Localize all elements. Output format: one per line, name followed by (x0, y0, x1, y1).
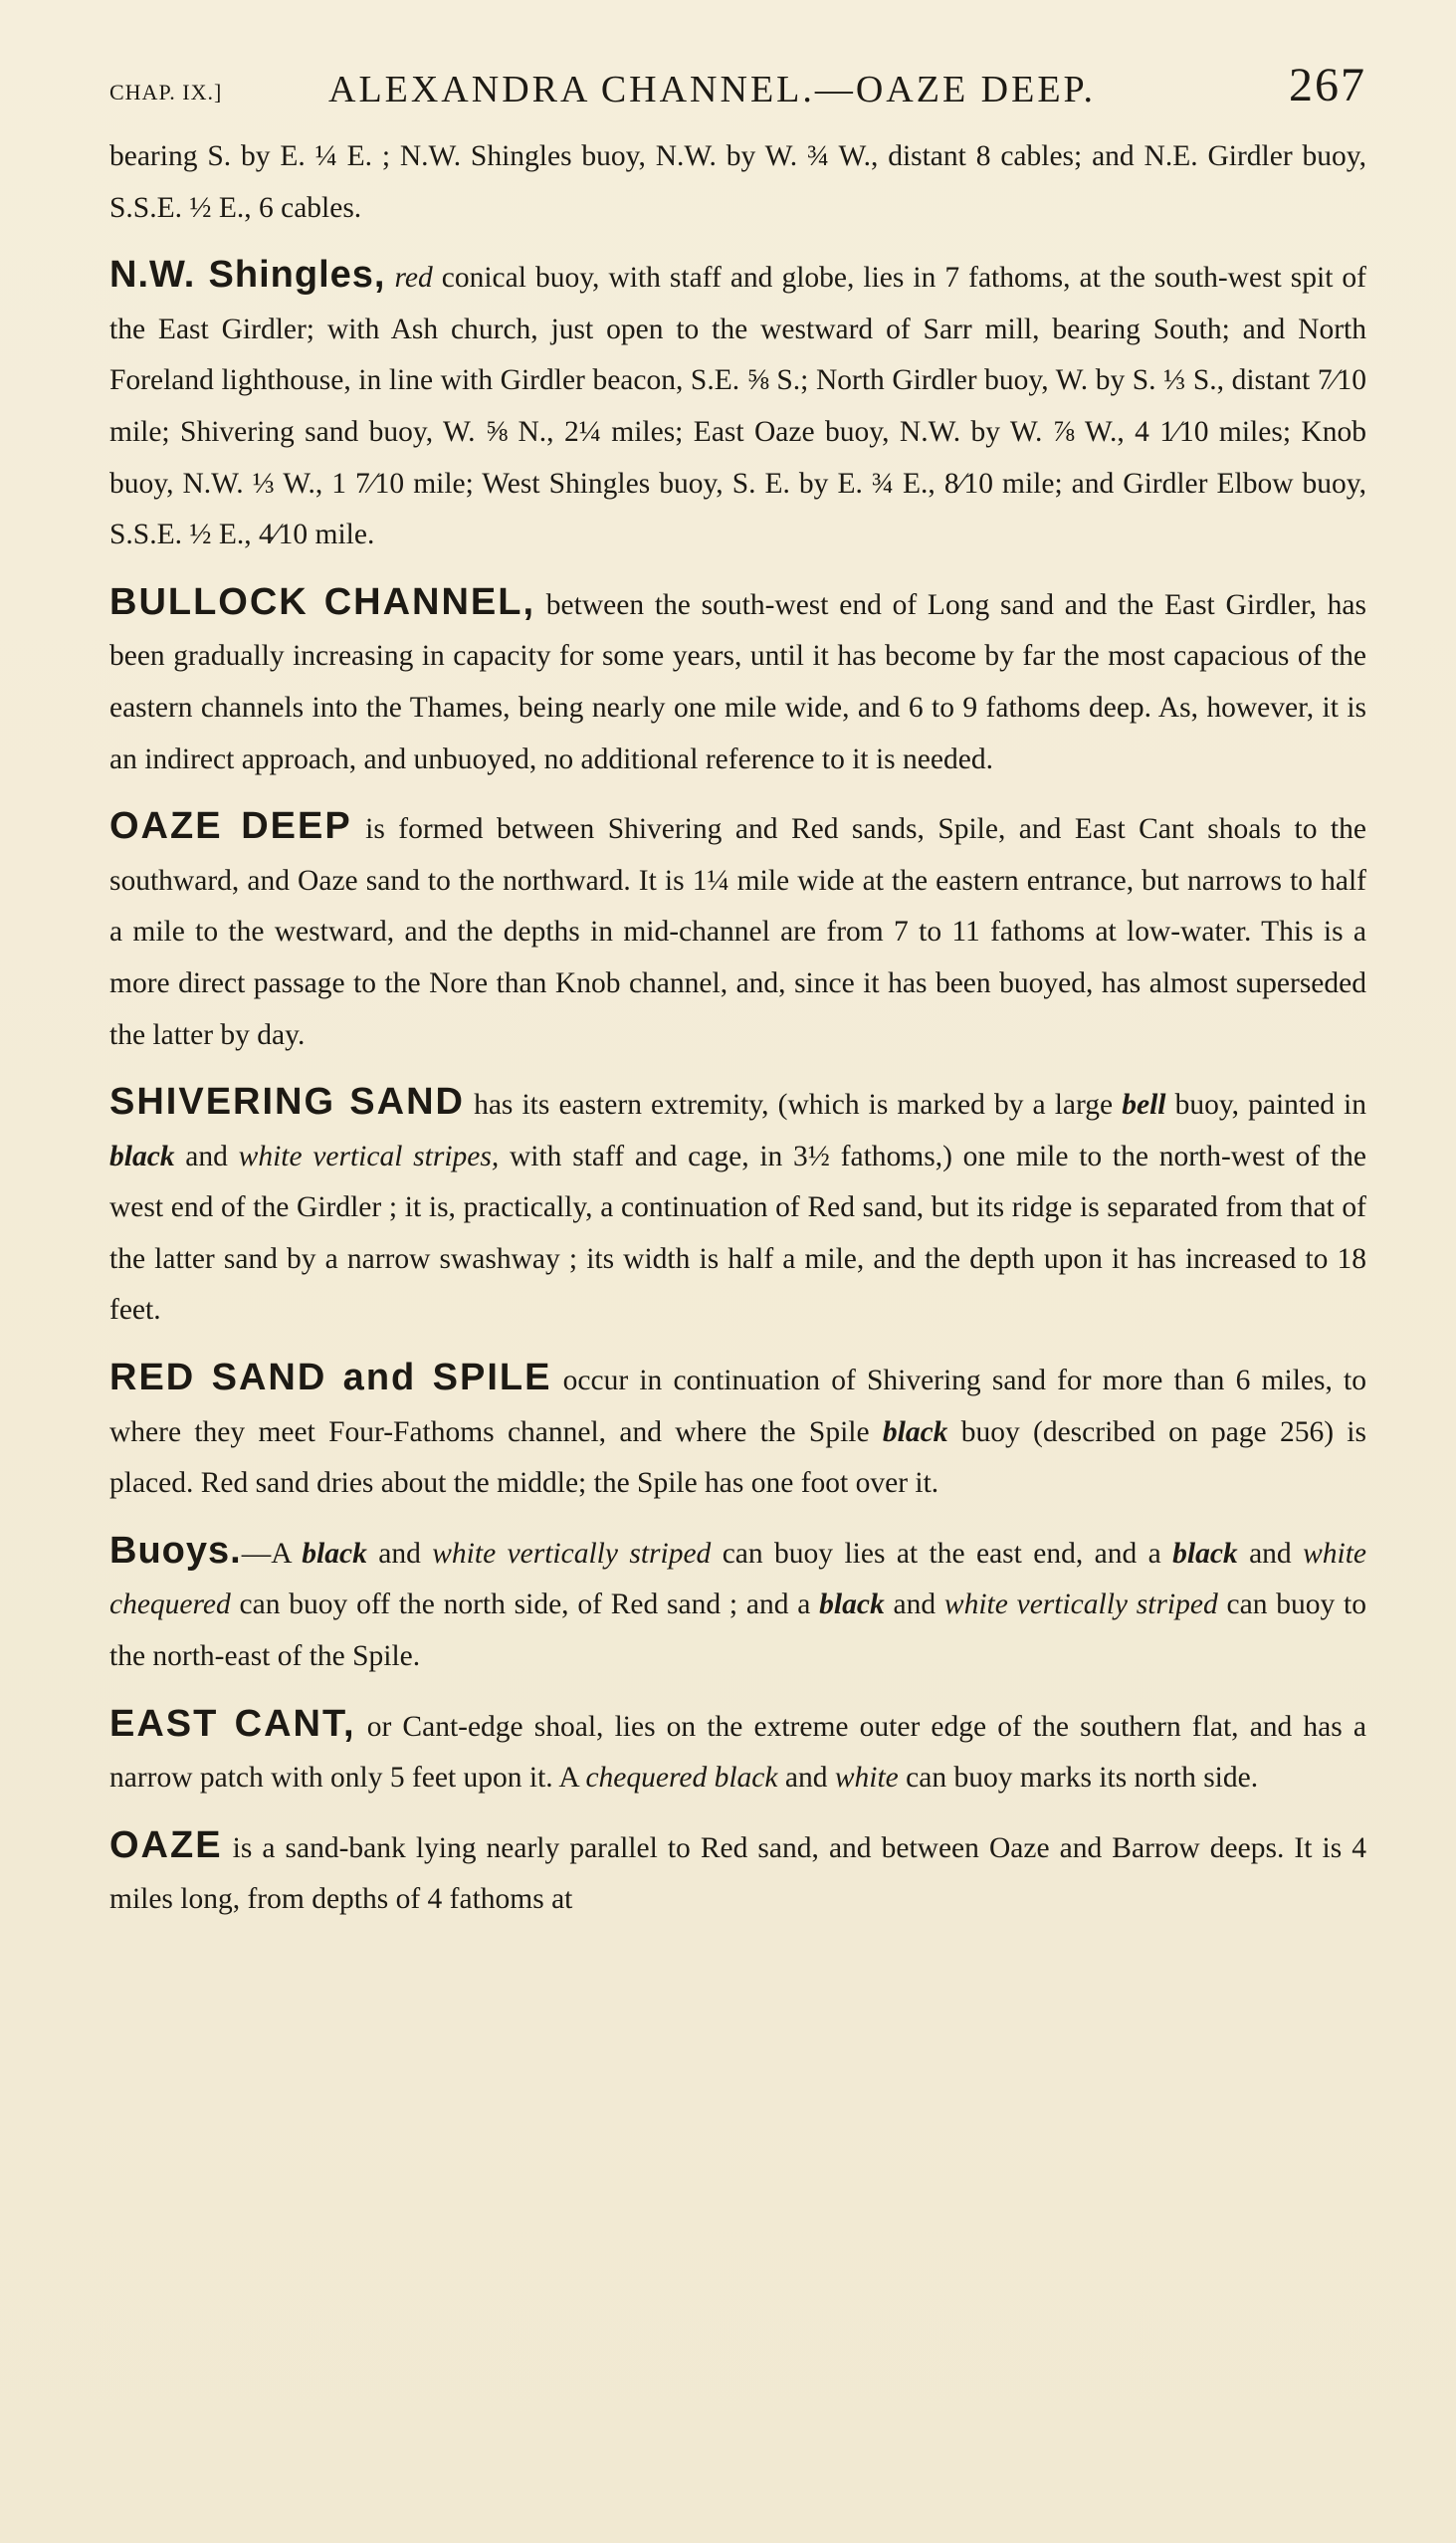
section-heading: OAZE (109, 1823, 223, 1866)
emphasis-text: black (882, 1415, 948, 1448)
section-heading: N.W. Shingles, (109, 254, 386, 297)
paragraph-text: or Cant-edge shoal, lies on the extreme outer edge of the southern flat, and has a narrow patch with only 5 feet upon it. A (109, 1710, 1366, 1795)
paragraph-text: conical buoy, with staff and globe, lies in 7 fathoms, at the south-west spit of the East Girdler; with Ash church, just open to the westward of Sarr mill, bearing South; and North Foreland lighthouse, in line with Girdler beacon, S.E. ⅝ S.; North Girdler buoy, W. by S. ⅓ S., distant 7⁄10 mile; Shivering sand buoy, W. ⅝ N., 2¼ miles; East Oaze buoy, N.W. by W. ⅞ W., 4 1⁄10 miles; Knob buoy, N.W. ⅓ W., 1 7⁄10 mile; West Shingles buoy, S. E. by E. ¾ E., 8⁄10 mile; and Girdler Elbow buoy, S.S.E. ½ E., 4⁄10 mile. (109, 262, 1367, 551)
emphasis-text: black (1172, 1537, 1238, 1570)
emphasis-text: red (394, 262, 433, 295)
paragraph-oaze (109, 1820, 1366, 1926)
paragraph-text: and (174, 1140, 239, 1172)
emphasis-text: white (834, 1762, 899, 1795)
paragraph-buoys (109, 1526, 1366, 1683)
paragraph-text: buoy, painted in (1165, 1089, 1366, 1122)
emphasis-text: black (109, 1140, 175, 1172)
running-head (109, 59, 1366, 131)
section-heading: SHIVERING SAND (109, 1081, 465, 1124)
body-text (109, 131, 1366, 1926)
emphasis-text: black (819, 1589, 885, 1621)
paragraph-text: with staff and cage, in 3½ fathoms,) one mile to the north-west of the west end of the Girdler ; it is, practically, a continuation of Red sand, but its ridge is separated from that of the latter sand by a narrow swashway ; its width is half a mile, and the depth upon it has increased to 18 feet. (109, 1140, 1366, 1327)
paragraph-text: buoy (described on page 256) is placed. Red sand dries about the middle; the Spile has one foot over it. (109, 1415, 1366, 1500)
paragraph-text: between the south-west end of Long sand and the East Girdler, has been gradually increasing in capacity for some years, until it has become by far the most capacious of the eastern channels into the Thames, being nearly one mile wide, and 6 to 9 fathoms deep. As, however, it is an indirect approach, and unbuoyed, no additional reference to it is needed. (109, 588, 1366, 775)
emphasis-text: black (302, 1537, 367, 1570)
paragraph-text: and (1237, 1537, 1304, 1570)
emphasis-text: chequered black (585, 1762, 778, 1795)
paragraph-text: has its eastern extremity, (which is marked by a large (464, 1089, 1123, 1122)
paragraph-text: occur in continuation of Shivering sand for more than 6 miles, to where they meet Four-Fathoms channel, and where the Spile (109, 1365, 1366, 1448)
chapter-label: CHAP. IX.] (109, 80, 223, 105)
emphasis-text: white vertical stripes, (238, 1140, 500, 1172)
emphasis-text: white chequered (109, 1537, 1366, 1621)
paragraph-nw-shingles (109, 250, 1366, 561)
paragraph-east-cant (109, 1699, 1366, 1804)
paragraph-bullock-channel (109, 577, 1366, 785)
paragraph-text: is formed between Shivering and Red sands, Spile, and East Cant shoals to the southward, and Oaze sand to the northward. It is 1¼ mile wide at the eastern entrance, but narrows to half a mile to the westward, and the depths in mid-channel are from 7 to 11 fathoms at low-water. This is a more direct passage to the Nore than Knob channel, and, since it has been buoyed, has almost superseded the latter by day. (109, 813, 1366, 1051)
emphasis-text: white vertically striped (432, 1537, 712, 1570)
paragraph-text: and (777, 1762, 835, 1795)
page-number: 267 (1289, 59, 1366, 111)
paragraph-shivering-sand (109, 1077, 1366, 1337)
paragraph-text: can buoy lies at the east end, and a (711, 1537, 1173, 1570)
paragraph-continuation (109, 131, 1366, 234)
paragraph-text: can buoy marks its north side. (898, 1762, 1259, 1795)
paragraph-text: can buoy off the north side, of Red sand ; and a (230, 1589, 820, 1621)
paragraph-text: is a sand-bank lying nearly parallel to Red sand, and between Oaze and Barrow deeps. It is 4 miles long, from depths of 4 fathoms at (109, 1831, 1366, 1916)
paragraph-text: can buoy to the north-east of the Spile. (109, 1589, 1367, 1673)
emphasis-text: bell (1122, 1089, 1166, 1122)
paragraph-text: and (884, 1589, 944, 1621)
section-heading: EAST CANT, (109, 1702, 356, 1745)
section-heading: BULLOCK CHANNEL, (109, 580, 536, 623)
section-heading: RED SAND and SPILE (109, 1357, 552, 1399)
emphasis-text: white vertically striped (943, 1589, 1218, 1621)
section-heading: Buoys. (109, 1529, 242, 1572)
section-heading: OAZE DEEP (109, 805, 352, 848)
paragraph-oaze-deep (109, 801, 1366, 1061)
paragraph-text: and (366, 1537, 433, 1570)
paragraph-text: bearing S. by E. ¼ E. ; N.W. Shingles buoy, N.W. by W. ¾ W., distant 8 cables; and N.E. Girdler buoy, S.S.E. ½ E., 6 cables. (109, 140, 1366, 224)
page-title: ALEXANDRA CHANNEL.—OAZE DEEP. (328, 69, 1096, 110)
paragraph-text: —A (241, 1537, 303, 1570)
paragraph-red-sand-spile (109, 1353, 1366, 1510)
